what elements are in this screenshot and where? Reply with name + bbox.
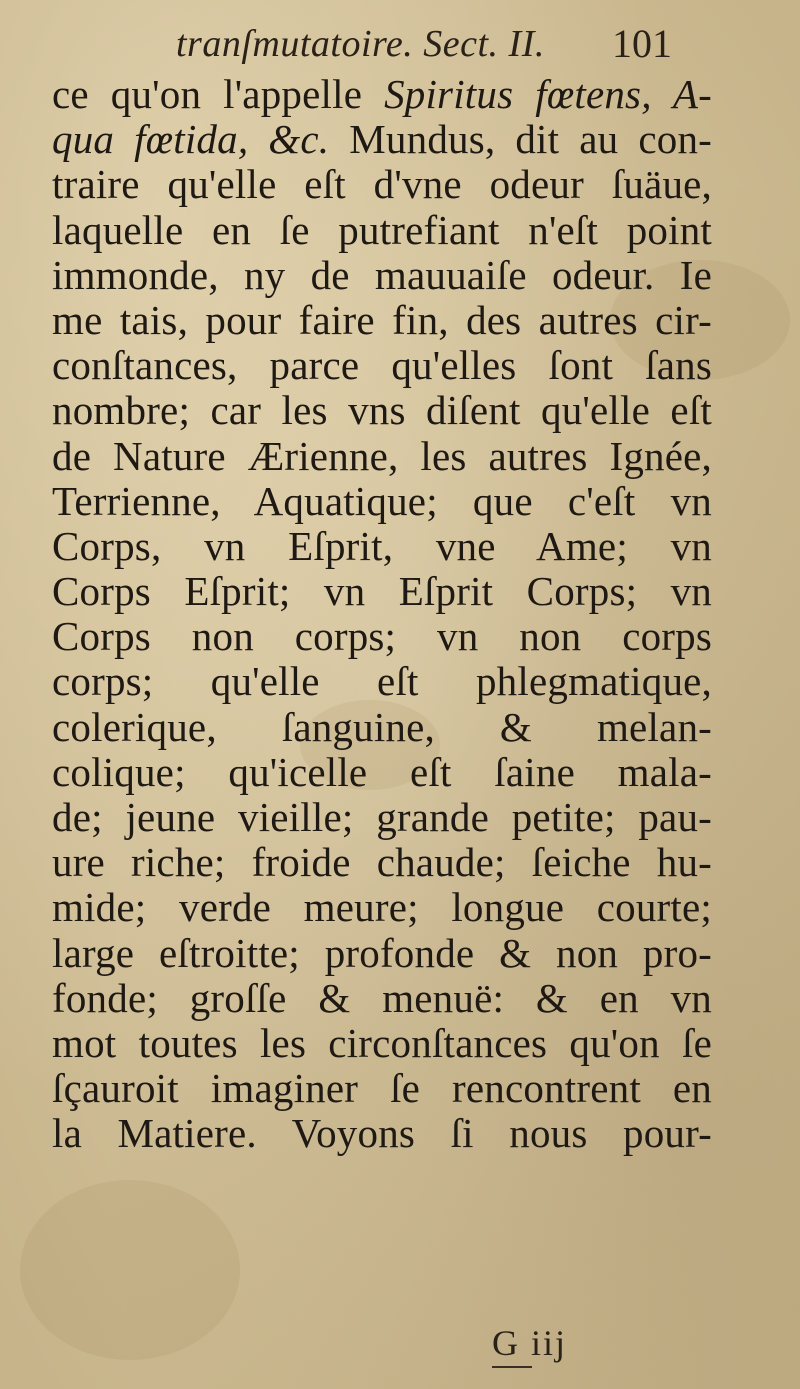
text-segment: Terrienne, Aquatique; que c'eſt vn [52,477,712,524]
page-header [0,14,800,74]
text-line [52,479,712,524]
text-line [52,614,712,659]
text-line [52,795,712,840]
text-segment: qua fœtida, &c. [52,116,330,163]
text-segment: colerique, ſanguine, & melan- [52,703,712,750]
signature-mark [492,1322,567,1364]
text-segment: colique; qu'icelle eſt ſaine mala- [52,748,712,795]
text-segment: ure riche; froide chaude; ſeiche hu- [52,839,712,886]
text-line [52,208,712,253]
text-line [52,72,712,117]
text-line [52,1066,712,1111]
text-segment: la Matiere. Voyons ſi nous pour- [52,1110,712,1157]
signature-label: G iij [492,1323,568,1363]
text-line [52,253,712,298]
page-body-text [52,72,712,1157]
text-segment: Spiritus fœtens, A- [384,71,712,117]
text-segment: de Nature Ærienne, les autres Ignée, [52,432,712,479]
text-segment: Corps, vn Eſprit, vne Ame; vn [52,522,712,569]
text-line [52,659,712,704]
text-segment: laquelle en ſe putrefiant n'eſt point [52,206,712,253]
text-line [52,117,712,162]
page-number: 101 [612,21,672,66]
text-segment: conſtances, parce qu'elles ſont ſans [52,342,712,389]
text-line [52,298,712,343]
text-line [52,569,712,614]
text-line [52,434,712,479]
text-line [52,388,712,433]
text-segment: mide; verde meure; longue courte; [52,884,712,931]
text-line [52,976,712,1021]
text-line [52,524,712,569]
text-segment: immonde, ny de mauuaiſe odeur. Ie [52,251,712,298]
text-segment: large eſtroitte; profonde & non pro- [52,929,712,976]
running-head: tranſmutatoire. Sect. II. [176,23,545,65]
text-line [52,885,712,930]
text-segment: Corps Eſprit; vn Eſprit Corps; vn [52,568,712,615]
text-line [52,705,712,750]
text-segment: Corps non corps; vn non corps [52,613,712,660]
text-segment: me tais, pour faire fin, des autres cir- [52,296,712,343]
text-segment: ſçauroit imaginer ſe rencontrent en [52,1065,712,1112]
text-segment: de; jeune vieille; grande petite; pau- [52,794,712,840]
text-segment: traire qu'elle eſt d'vne odeur ſuäue, [52,161,712,208]
text-line [52,1021,712,1066]
paper-stain [20,1180,240,1360]
text-segment: mot toutes les circonſtances qu'on ſe [52,1019,712,1066]
text-line [52,840,712,885]
text-line [52,343,712,388]
text-line [52,162,712,207]
text-line [52,931,712,976]
text-segment: fonde; groſſe & menuë: & en vn [52,974,712,1021]
text-segment: Mundus, dit au con- [329,116,713,163]
text-segment: corps; qu'elle eſt phlegmatique, [52,658,712,705]
text-segment: ce qu'on l'appelle [52,71,385,117]
text-line [52,750,712,795]
signature-underline [492,1366,532,1368]
text-segment: nombre; car les vns diſent qu'elle eſt [52,387,712,434]
text-line [52,1111,712,1156]
